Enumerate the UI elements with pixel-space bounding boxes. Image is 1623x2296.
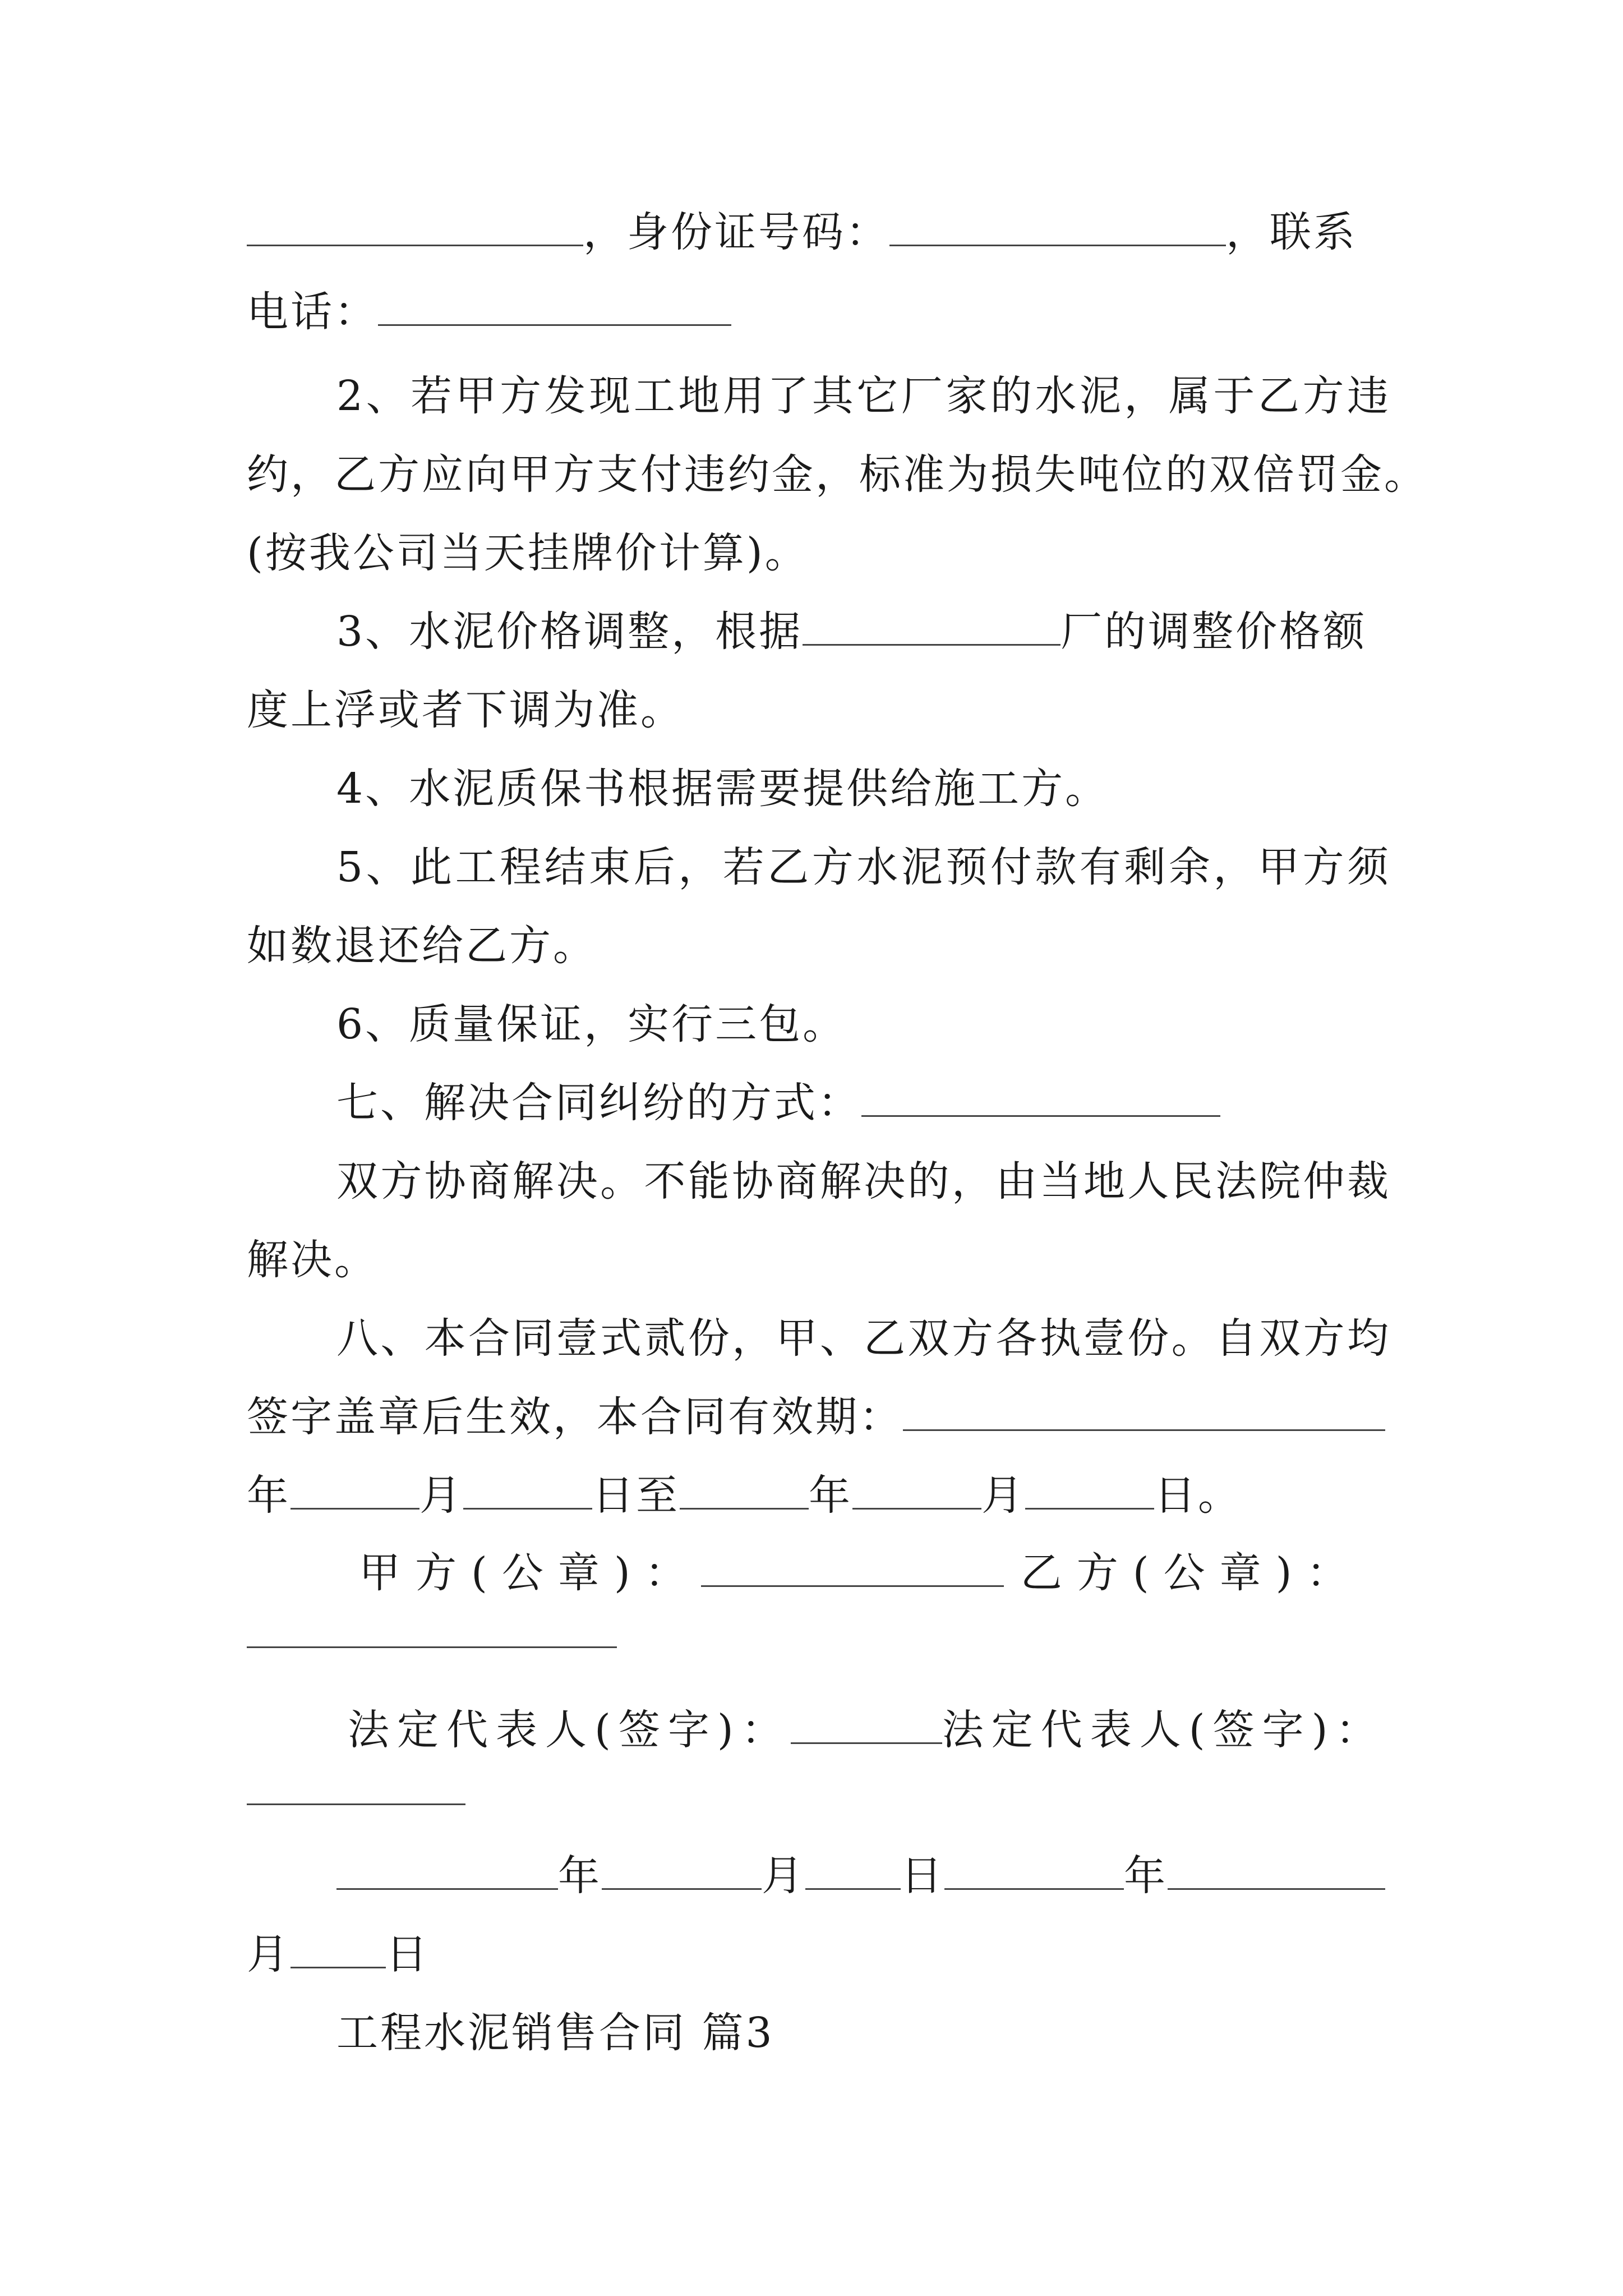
sign-b-month-blank [1168, 1849, 1385, 1890]
clause-5-line-2: 如数退还给乙方。 [247, 922, 597, 970]
start-month-label: 月 [419, 1471, 463, 1520]
clause-3-line-2: 度上浮或者下调为准。 [247, 686, 684, 734]
section-8-line-2 [247, 1390, 1391, 1444]
section-7-body-line-1: 双方协商解决。不能协商解决的，由当地人民法院仲裁 [336, 1157, 1391, 1205]
clause-3-line-1 [336, 605, 1391, 659]
dispute-method-blank [861, 1076, 1220, 1117]
sign-a-year-label: 年 [558, 1852, 602, 1900]
section-8-line-1: 八、本合同壹式贰份，甲、乙双方各执壹份。自双方均 [336, 1314, 1391, 1363]
name-blank [247, 205, 583, 246]
validity-dates-line [247, 1469, 1391, 1522]
rep-b-label: 法定代表人(签字)： [942, 1706, 1385, 1754]
rep-a-label: 法定代表人(签字)： [348, 1706, 791, 1754]
end-year-blank [680, 1469, 809, 1510]
rep-b-blank [247, 1802, 465, 1805]
start-day-blank [463, 1469, 592, 1510]
section-7-body-line-2: 解决。 [247, 1236, 378, 1284]
sign-a-day-label: 日 [901, 1852, 944, 1900]
clause-2-line-2: 约，乙方应向甲方支付违约金，标准为损失吨位的双倍罚金。 [247, 450, 1428, 499]
sign-b-year-blank [944, 1849, 1124, 1890]
id-label: ，身份证号码： [583, 208, 889, 256]
id-number-blank [889, 205, 1226, 246]
clause-6: 6、质量保证，实行三包。 [336, 1000, 847, 1048]
start-year-label: 年 [247, 1471, 291, 1520]
validity-blank [903, 1390, 1385, 1431]
phone-blank [378, 285, 731, 326]
end-month-label: 月 [981, 1471, 1025, 1520]
party-seal-line [359, 1546, 1424, 1600]
next-contract-title: 工程水泥销售合同 篇3 [336, 2009, 774, 2057]
sign-b-month-label: 月 [247, 1930, 291, 1978]
clause-2-line-3: (按我公司当天挂牌价计算)。 [247, 529, 809, 577]
sign-a-month-blank [602, 1849, 762, 1890]
end-year-label: 年 [809, 1471, 852, 1520]
end-month-blank [852, 1469, 981, 1510]
sign-b-year-label: 年 [1124, 1852, 1168, 1900]
end-day-label: 日。 [1154, 1471, 1242, 1520]
party-a-seal-blank [701, 1546, 1004, 1587]
clause-5-line-1: 5、此工程结束后，若乙方水泥预付款有剩余，甲方须 [336, 843, 1391, 891]
section-7-heading [336, 1076, 1391, 1130]
sign-b-day-blank [291, 1927, 386, 1968]
clause-3-text-b: 厂的调整价格额 [1061, 608, 1367, 656]
signing-date-line-1 [336, 1849, 1391, 1903]
clause-2-line-1: 2、若甲方发现工地用了其它厂家的水泥，属于乙方违 [336, 372, 1391, 420]
section-7-label: 七、解决合同纠纷的方式： [336, 1079, 861, 1127]
contact-label: ，联系 [1226, 208, 1357, 256]
signing-date-line-2 [247, 1927, 1391, 1981]
rep-a-blank [791, 1703, 942, 1744]
party-a-seal-label: 甲方(公章)： [359, 1549, 701, 1597]
representative-line [348, 1703, 1413, 1757]
contact-line [247, 205, 1391, 259]
party-b-seal-label: 乙方(公章)： [1020, 1549, 1363, 1597]
start-month-blank [291, 1469, 419, 1510]
clause-4: 4、水泥质保书根据需要提供给施工方。 [336, 765, 1109, 813]
sign-a-month-label: 月 [762, 1852, 805, 1900]
end-day-blank [1025, 1469, 1154, 1510]
factory-blank [803, 605, 1061, 646]
validity-label: 签字盖章后生效，本合同有效期： [247, 1393, 903, 1441]
sign-a-day-blank [805, 1849, 901, 1890]
clause-3-text-a: 3、水泥价格调整，根据 [336, 608, 803, 656]
start-day-label: 日至 [592, 1471, 680, 1520]
sign-a-year-blank [336, 1849, 558, 1890]
phone-label: 电话： [247, 288, 378, 336]
sign-b-day-label: 日 [386, 1930, 430, 1978]
party-b-seal-blank [247, 1645, 617, 1648]
phone-line [247, 285, 1391, 339]
